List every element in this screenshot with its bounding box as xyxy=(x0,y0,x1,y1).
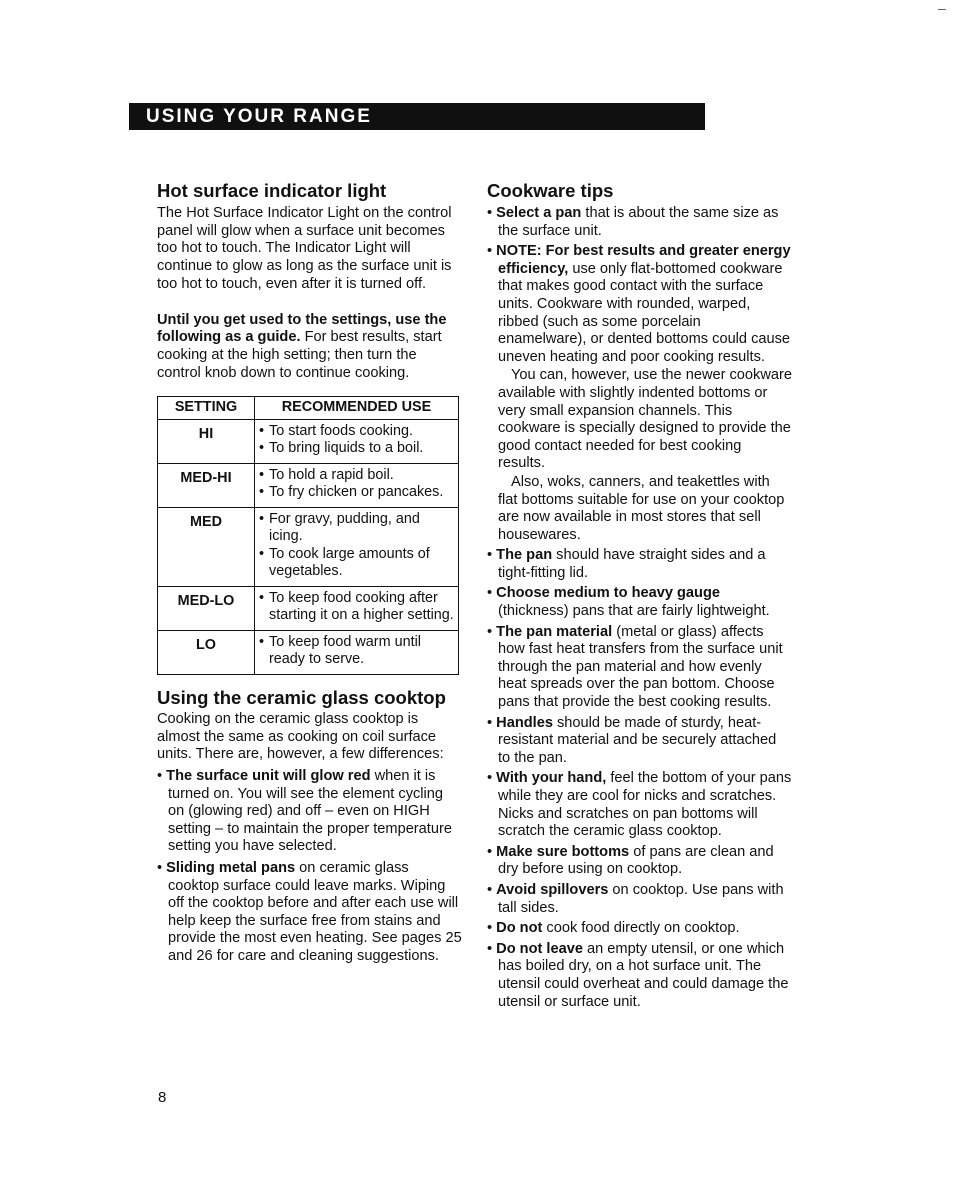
list-item xyxy=(487,770,792,840)
hot-surface-heading: Hot surface indicator light xyxy=(157,180,387,201)
tip-text: (metal or glass) affects how fast heat transfers from the surface unit through the pan material and how evenly heat spreads over the pan bottom. Choose pans that provide the best cooking results. xyxy=(498,623,783,711)
tip-subparagraph: Also, woks, canners, and teakettles with flat bottoms suitable for use on your cooktop are now available in most stores that sell housewares. xyxy=(498,473,785,543)
item-lead: Sliding metal pans xyxy=(166,859,296,876)
table-row xyxy=(158,419,459,463)
use-item xyxy=(259,467,454,485)
bullet-icon: • xyxy=(487,920,497,937)
tip-text: on cooktop. Use pans with tall sides. xyxy=(498,881,784,916)
page-number: 8 xyxy=(158,1089,167,1106)
setting-uses xyxy=(255,507,459,586)
bullet-icon: • xyxy=(487,205,497,221)
list-item xyxy=(487,205,792,240)
tip-lead: Do not leave xyxy=(496,940,583,957)
use-item xyxy=(259,546,454,581)
setting-uses xyxy=(255,630,459,674)
list-item xyxy=(487,920,792,938)
use-item xyxy=(259,590,454,625)
list-item xyxy=(487,585,792,620)
list-item xyxy=(487,715,792,768)
setting-name: MED-LO xyxy=(158,586,255,630)
table-row xyxy=(158,586,459,630)
list-item xyxy=(487,243,792,544)
tip-lead: Avoid spillovers xyxy=(496,881,609,898)
table-header-row xyxy=(158,397,459,420)
use-text: For gravy, pudding, and icing. xyxy=(269,510,420,545)
bullet-icon: • xyxy=(157,767,167,784)
bullet-icon: • xyxy=(487,585,497,602)
tip-lead: Choose medium to heavy gauge xyxy=(496,585,720,602)
use-text: To bring liquids to a boil. xyxy=(269,440,424,457)
tip-lead: Select a pan xyxy=(496,205,582,221)
tip-text: an empty utensil, or one which has boiled dry, on a hot surface unit. The utensil could overheat and could damage the utensil or surface unit. xyxy=(498,940,789,1010)
bullet-icon: • xyxy=(487,623,497,640)
item-text: on ceramic glass cooktop surface could leave marks. Wiping off the cooktop before and after each use will help keep the surface free from stains and provide the most even heating. See pages 25 and 26 for care and cleaning suggestions. xyxy=(168,859,462,964)
settings-intro-rest: For best results, start cooking at the high setting; then turn the control knob down to continue cooking. xyxy=(157,329,442,381)
tip-lead: Handles xyxy=(496,714,553,731)
ceramic-differences-list xyxy=(157,768,462,966)
tip-text: use only flat-bottomed cookware that makes good contact with the surface units. Cookware with rounded, warped, ribbed (such as some porcelain enamelware), or dented bottoms could cause uneven heating and poor cooking results. xyxy=(498,260,791,365)
bullet-icon: • xyxy=(259,422,265,439)
item-lead: The surface unit will glow red xyxy=(166,767,371,784)
tip-lead: The pan material xyxy=(496,623,613,640)
tip-lead: The pan xyxy=(496,547,553,564)
list-item xyxy=(487,547,792,582)
right-column xyxy=(487,180,792,1014)
hot-surface-body: The Hot Surface Indicator Light on the control panel will glow when a surface unit becomes too hot to touch. The Indicator Light will continue to glow as long as the surface unit is too hot to touch, even after it is turned off. xyxy=(157,205,452,292)
settings-intro-bold: Until you get used to the settings, use the following as a guide. xyxy=(157,311,447,346)
corner-mark: – xyxy=(938,0,946,16)
banner-title: USING YOUR RANGE xyxy=(146,106,372,127)
list-item xyxy=(157,860,462,966)
table-row xyxy=(158,463,459,507)
list-item xyxy=(487,941,792,1011)
settings-table-body xyxy=(158,419,459,674)
col-header-use: RECOMMENDED USE xyxy=(255,397,459,420)
table-row xyxy=(158,507,459,586)
item-text: when it is turned on. You will see the element cycling on (glowing red) and off – even on HIGH setting – to maintain the proper temperature setting you have selected. xyxy=(168,767,452,855)
left-column xyxy=(157,180,462,969)
tip-text: cook food directly on cooktop. xyxy=(542,920,740,937)
setting-uses xyxy=(255,586,459,630)
ceramic-heading: Using the ceramic glass cooktop xyxy=(157,686,446,708)
tip-text: should have straight sides and a tight-fitting lid. xyxy=(498,547,766,581)
use-text: To cook large amounts of vegetables. xyxy=(269,545,430,580)
tip-text: should be made of sturdy, heat-resistant material and be securely attached to the pan. xyxy=(498,714,777,766)
bullet-icon: • xyxy=(487,940,497,957)
bullet-icon: • xyxy=(487,547,497,564)
use-item xyxy=(259,511,454,546)
setting-name: LO xyxy=(158,630,255,674)
use-text: To keep food warm until ready to serve. xyxy=(269,633,421,668)
use-text: To hold a rapid boil. xyxy=(269,466,394,483)
tip-subparagraph: You can, however, use the newer cookware available with slightly indented bottoms or very small expansion channels. This cookware is specially designed to provide the good contact needed for best cooking results. xyxy=(498,367,792,472)
settings-intro xyxy=(157,312,462,383)
use-item xyxy=(259,423,454,441)
bullet-icon: • xyxy=(259,545,265,562)
use-item xyxy=(259,484,454,502)
list-item xyxy=(157,768,462,856)
tip-lead: NOTE: For best results and greater energy efficiency, xyxy=(496,243,791,277)
bullet-icon: • xyxy=(487,243,497,260)
tip-lead: With your hand, xyxy=(496,770,607,787)
bullet-icon: • xyxy=(259,589,265,606)
use-text: To keep food cooking after starting it on a higher setting. xyxy=(269,589,454,624)
bullet-icon: • xyxy=(259,633,265,650)
tip-lead: Make sure bottoms xyxy=(496,843,630,860)
col-header-setting: SETTING xyxy=(158,397,255,420)
use-item xyxy=(259,634,454,669)
bullet-icon: • xyxy=(259,466,265,483)
bullet-icon: • xyxy=(487,881,497,898)
setting-name: HI xyxy=(158,419,255,463)
tip-lead: Do not xyxy=(496,920,543,937)
list-item xyxy=(487,844,792,879)
bullet-icon: • xyxy=(259,510,265,527)
use-text: To start foods cooking. xyxy=(269,422,413,439)
bullet-icon: • xyxy=(487,843,497,860)
cookware-tips-list xyxy=(487,205,792,1011)
setting-name: MED-HI xyxy=(158,463,255,507)
bullet-icon: • xyxy=(487,770,497,787)
settings-table xyxy=(157,396,459,675)
tip-text: of pans are clean and dry before using on cooktop. xyxy=(498,843,774,878)
tip-text: feel the bottom of your pans while they are cool for nicks and scratches. Nicks and scratches on pan bottoms will scratch the ceramic glass cooktop. xyxy=(498,770,792,840)
list-item xyxy=(487,624,792,712)
tip-text: (thickness) pans that are fairly lightweight. xyxy=(498,603,770,620)
cookware-heading: Cookware tips xyxy=(487,180,614,201)
tip-text: that is about the same size as the surface unit. xyxy=(498,205,779,239)
use-item xyxy=(259,440,454,458)
section-banner xyxy=(129,103,705,130)
table-row xyxy=(158,630,459,674)
bullet-icon: • xyxy=(259,440,265,457)
bullet-icon: • xyxy=(487,714,497,731)
setting-uses xyxy=(255,419,459,463)
list-item xyxy=(487,882,792,917)
setting-name: MED xyxy=(158,507,255,586)
use-text: To fry chicken or pancakes. xyxy=(269,484,444,501)
bullet-icon: • xyxy=(157,859,167,876)
setting-uses xyxy=(255,463,459,507)
bullet-icon: • xyxy=(259,484,265,501)
ceramic-intro: Cooking on the ceramic glass cooktop is almost the same as cooking on coil surface units. There are, however, a few differences: xyxy=(157,710,444,763)
